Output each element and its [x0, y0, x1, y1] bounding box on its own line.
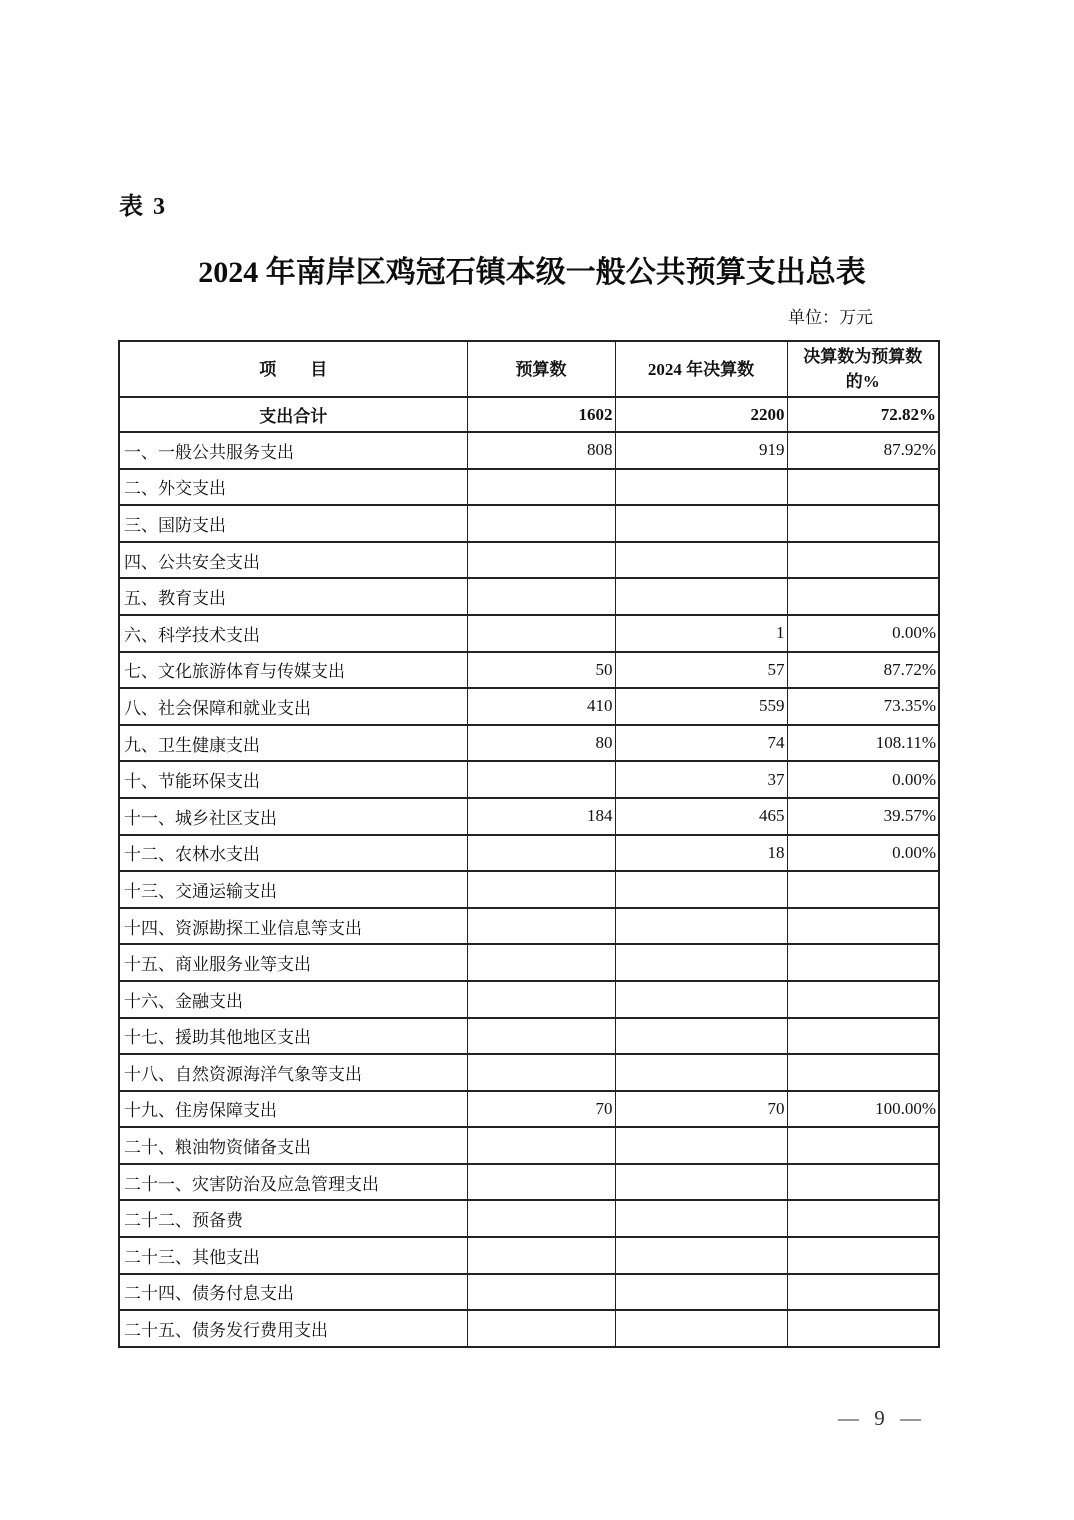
table-row — [119, 505, 939, 542]
row-budget-value — [467, 944, 615, 981]
row-final-value: 559 — [615, 688, 787, 725]
table-row — [119, 1054, 939, 1091]
header-final: 2024 年决算数 — [615, 341, 787, 397]
total-percent-value: 72.82% — [787, 397, 939, 432]
row-percent-value — [787, 1237, 939, 1274]
row-percent-value: 0.00% — [787, 615, 939, 652]
table-row — [119, 981, 939, 1018]
table-row — [119, 1310, 939, 1347]
table-row — [119, 432, 939, 469]
total-budget-value: 1602 — [467, 397, 615, 432]
row-final-value: 465 — [615, 798, 787, 835]
row-final-value — [615, 578, 787, 615]
row-final-value: 1 — [615, 615, 787, 652]
row-label: 十六、金融支出 — [119, 981, 467, 1018]
row-final-value: 37 — [615, 761, 787, 798]
row-final-value — [615, 1274, 787, 1311]
row-label: 二十二、预备费 — [119, 1200, 467, 1237]
table-row — [119, 908, 939, 945]
row-percent-value — [787, 1127, 939, 1164]
table-row — [119, 761, 939, 798]
row-percent-value — [787, 1164, 939, 1201]
row-final-value — [615, 944, 787, 981]
table-row — [119, 1127, 939, 1164]
row-label: 八、社会保障和就业支出 — [119, 688, 467, 725]
row-percent-value — [787, 1200, 939, 1237]
row-percent-value — [787, 469, 939, 506]
row-budget-value — [467, 981, 615, 1018]
row-budget-value — [467, 615, 615, 652]
row-budget-value — [467, 1237, 615, 1274]
row-final-value: 57 — [615, 652, 787, 689]
row-budget-value — [467, 835, 615, 872]
row-label: 三、国防支出 — [119, 505, 467, 542]
row-final-value: 919 — [615, 432, 787, 469]
table-row — [119, 542, 939, 579]
total-final-value: 2200 — [615, 397, 787, 432]
row-percent-value: 87.72% — [787, 652, 939, 689]
table-row — [119, 798, 939, 835]
row-final-value — [615, 1164, 787, 1201]
row-percent-value: 0.00% — [787, 835, 939, 872]
row-label: 二十五、债务发行费用支出 — [119, 1310, 467, 1347]
row-budget-value — [467, 505, 615, 542]
row-percent-value — [787, 1274, 939, 1311]
row-label: 十九、住房保障支出 — [119, 1091, 467, 1128]
row-final-value — [615, 1054, 787, 1091]
row-budget-value — [467, 761, 615, 798]
total-row — [119, 397, 939, 432]
row-budget-value — [467, 578, 615, 615]
budget-table — [118, 340, 940, 1348]
row-label: 十一、城乡社区支出 — [119, 798, 467, 835]
row-label: 十、节能环保支出 — [119, 761, 467, 798]
table-row — [119, 1091, 939, 1128]
row-label: 六、科学技术支出 — [119, 615, 467, 652]
table-row — [119, 1018, 939, 1055]
row-budget-value — [467, 871, 615, 908]
table-row — [119, 835, 939, 872]
table-row — [119, 1237, 939, 1274]
row-percent-value — [787, 505, 939, 542]
header-item: 项 目 — [119, 341, 467, 397]
row-final-value — [615, 505, 787, 542]
row-budget-value — [467, 1164, 615, 1201]
page-title: 2024 年南岸区鸡冠石镇本级一般公共预算支出总表 — [198, 256, 866, 289]
row-percent-value: 100.00% — [787, 1091, 939, 1128]
row-budget-value: 80 — [467, 725, 615, 762]
row-label: 十二、农林水支出 — [119, 835, 467, 872]
header-row — [119, 341, 939, 397]
row-budget-value — [467, 1274, 615, 1311]
row-label: 四、公共安全支出 — [119, 542, 467, 579]
row-final-value — [615, 871, 787, 908]
row-percent-value: 39.57% — [787, 798, 939, 835]
table-row — [119, 725, 939, 762]
row-percent-value: 108.11% — [787, 725, 939, 762]
row-final-value — [615, 1200, 787, 1237]
table-row — [119, 615, 939, 652]
row-final-value — [615, 469, 787, 506]
table-header — [119, 341, 939, 397]
row-label: 七、文化旅游体育与传媒支出 — [119, 652, 467, 689]
row-percent-value: 73.35% — [787, 688, 939, 725]
header-budget: 预算数 — [467, 341, 615, 397]
row-budget-value: 184 — [467, 798, 615, 835]
table-row — [119, 688, 939, 725]
row-label: 十八、自然资源海洋气象等支出 — [119, 1054, 467, 1091]
row-percent-value — [787, 542, 939, 579]
table-row — [119, 469, 939, 506]
row-label: 十七、援助其他地区支出 — [119, 1018, 467, 1055]
row-percent-value — [787, 944, 939, 981]
row-percent-value — [787, 578, 939, 615]
row-label: 二十、粮油物资储备支出 — [119, 1127, 467, 1164]
row-final-value — [615, 1018, 787, 1055]
row-budget-value: 50 — [467, 652, 615, 689]
row-percent-value — [787, 1310, 939, 1347]
row-budget-value — [467, 1127, 615, 1164]
row-label: 十四、资源勘探工业信息等支出 — [119, 908, 467, 945]
row-percent-value: 87.92% — [787, 432, 939, 469]
row-budget-value: 410 — [467, 688, 615, 725]
table-row — [119, 1200, 939, 1237]
row-percent-value: 0.00% — [787, 761, 939, 798]
table-body — [119, 397, 939, 1347]
row-budget-value — [467, 908, 615, 945]
row-final-value — [615, 981, 787, 1018]
row-budget-value: 70 — [467, 1091, 615, 1128]
table-row — [119, 944, 939, 981]
row-final-value — [615, 1237, 787, 1274]
row-label: 一、一般公共服务支出 — [119, 432, 467, 469]
row-final-value — [615, 908, 787, 945]
row-budget-value — [467, 1054, 615, 1091]
page-number: — 9 — — [838, 1406, 921, 1430]
row-label: 十五、商业服务业等支出 — [119, 944, 467, 981]
row-budget-value — [467, 1200, 615, 1237]
row-final-value: 18 — [615, 835, 787, 872]
table-row — [119, 652, 939, 689]
row-final-value: 74 — [615, 725, 787, 762]
table-row — [119, 1164, 939, 1201]
row-label: 十三、交通运输支出 — [119, 871, 467, 908]
row-final-value — [615, 1310, 787, 1347]
row-budget-value — [467, 542, 615, 579]
row-label: 五、教育支出 — [119, 578, 467, 615]
table-number-label: 表 3 — [119, 194, 167, 220]
row-label: 九、卫生健康支出 — [119, 725, 467, 762]
row-percent-value — [787, 981, 939, 1018]
row-label: 二十四、债务付息支出 — [119, 1274, 467, 1311]
row-final-value — [615, 1127, 787, 1164]
row-label: 二十三、其他支出 — [119, 1237, 467, 1274]
row-percent-value — [787, 1018, 939, 1055]
row-label: 二十一、灾害防治及应急管理支出 — [119, 1164, 467, 1201]
row-budget-value — [467, 469, 615, 506]
header-percent: 决算数为预算数的% — [787, 341, 939, 397]
table-row — [119, 871, 939, 908]
table-row — [119, 1274, 939, 1311]
unit-note: 单位：万元 — [788, 308, 873, 327]
row-percent-value — [787, 1054, 939, 1091]
total-row-label: 支出合计 — [119, 397, 467, 432]
row-percent-value — [787, 871, 939, 908]
row-final-value: 70 — [615, 1091, 787, 1128]
row-budget-value — [467, 1018, 615, 1055]
row-budget-value: 808 — [467, 432, 615, 469]
row-budget-value — [467, 1310, 615, 1347]
row-final-value — [615, 542, 787, 579]
table-row — [119, 578, 939, 615]
row-label: 二、外交支出 — [119, 469, 467, 506]
row-percent-value — [787, 908, 939, 945]
